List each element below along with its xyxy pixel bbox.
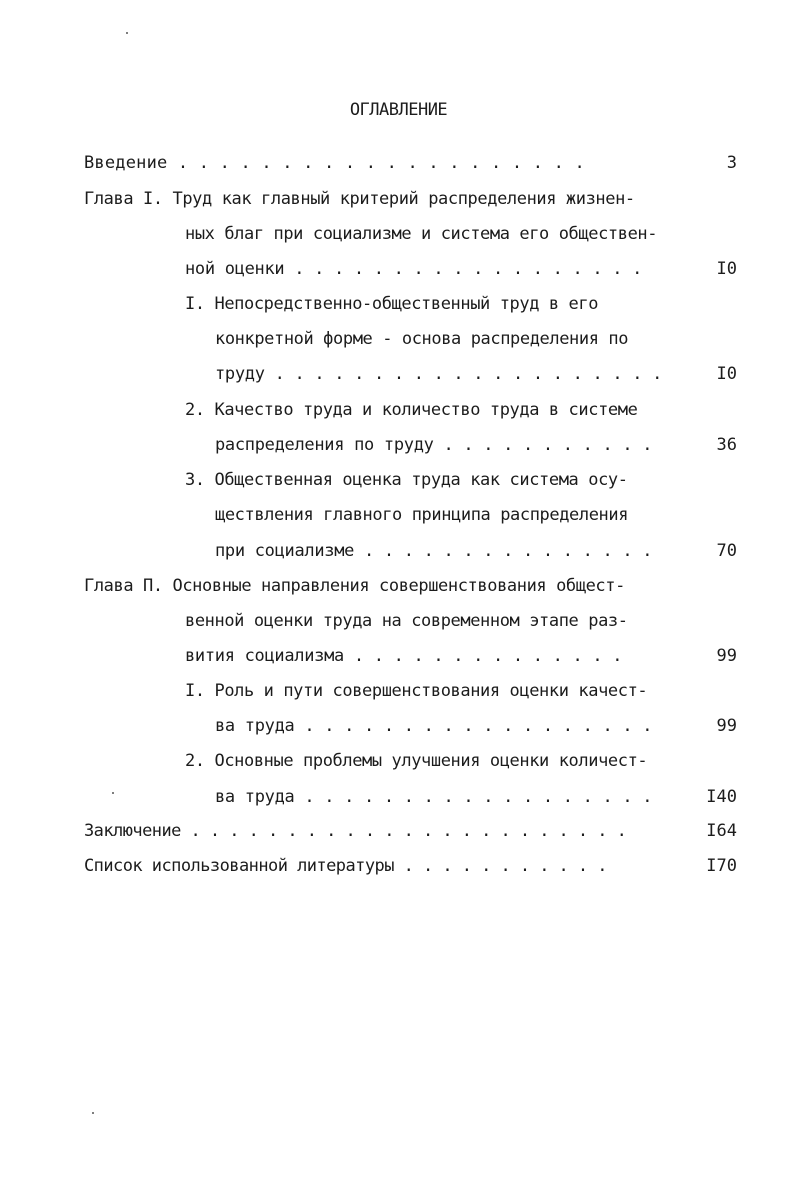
- toc-ch1-s1-page: I0: [716, 364, 737, 384]
- toc-intro: Введение . . . . . . . . . . . . . . . . . . . .: [84, 153, 585, 173]
- toc-ch2-line1: Глава П. Основные направления совершенствования общест-: [84, 576, 625, 596]
- toc-bibliography: Список использованной литературы . . . . . . . . . . .: [84, 856, 607, 876]
- toc-ch1-s2-page: 36: [716, 435, 737, 455]
- toc-ch1-line3: ной оценки . . . . . . . . . . . . . . . . . .: [185, 259, 643, 279]
- toc-conclusion-page: I64: [706, 821, 737, 841]
- toc-ch2-s2-line2: ва труда . . . . . . . . . . . . . . . . . .: [215, 787, 653, 807]
- toc-ch1-s3-line1: 3. Общественная оценка труда как система осу-: [185, 470, 628, 490]
- toc-ch1-s1-line1: I. Непосредственно-общественный труд в его: [185, 294, 599, 314]
- toc-bibliography-page: I70: [706, 856, 737, 876]
- toc-ch2-s2-page: I40: [706, 787, 737, 807]
- toc-ch2-line3: вития социализма . . . . . . . . . . . . . .: [185, 646, 623, 666]
- scan-speck: [112, 792, 114, 794]
- toc-ch1-s1-line3: труду . . . . . . . . . . . . . . . . . . . .: [215, 364, 663, 384]
- toc-ch1-line1: Глава I. Труд как главный критерий распределения жизнен-: [84, 189, 635, 209]
- toc-ch1-s2-line1: 2. Качество труда и количество труда в системе: [185, 400, 638, 420]
- toc-ch1-s2-line2: распределения по труду . . . . . . . . . . .: [215, 435, 653, 455]
- toc-ch2-line2: венной оценки труда на современном этапе раз-: [185, 611, 628, 631]
- toc-ch1-s3-line2: ществления главного принципа распределения: [215, 505, 629, 525]
- toc-ch2-s1-page: 99: [716, 716, 737, 736]
- scan-speck: [92, 1112, 94, 1114]
- toc-ch1-s3-line3: при социализме . . . . . . . . . . . . . . .: [215, 541, 653, 561]
- toc-ch2-page: 99: [716, 646, 737, 666]
- toc-ch2-s2-line1: 2. Основные проблемы улучшения оценки количест-: [185, 751, 648, 771]
- toc-ch1-page: I0: [716, 259, 737, 279]
- toc-ch2-s1-line2: ва труда . . . . . . . . . . . . . . . . . .: [215, 716, 653, 736]
- toc-ch1-line2: ных благ при социализме и система его обществен-: [185, 224, 658, 244]
- scan-speck: [126, 32, 128, 34]
- page-title: ОГЛАВЛЕНИЕ: [349, 100, 448, 120]
- toc-ch2-s1-line1: I. Роль и пути совершенствования оценки качест-: [185, 681, 648, 701]
- toc-conclusion: Заключение . . . . . . . . . . . . . . . . . . . . . . .: [84, 821, 627, 841]
- toc-ch1-s3-page: 70: [716, 541, 737, 561]
- toc-intro-page: 3: [726, 153, 737, 173]
- toc-ch1-s1-line2: конкретной форме - основа распределения по: [215, 329, 629, 349]
